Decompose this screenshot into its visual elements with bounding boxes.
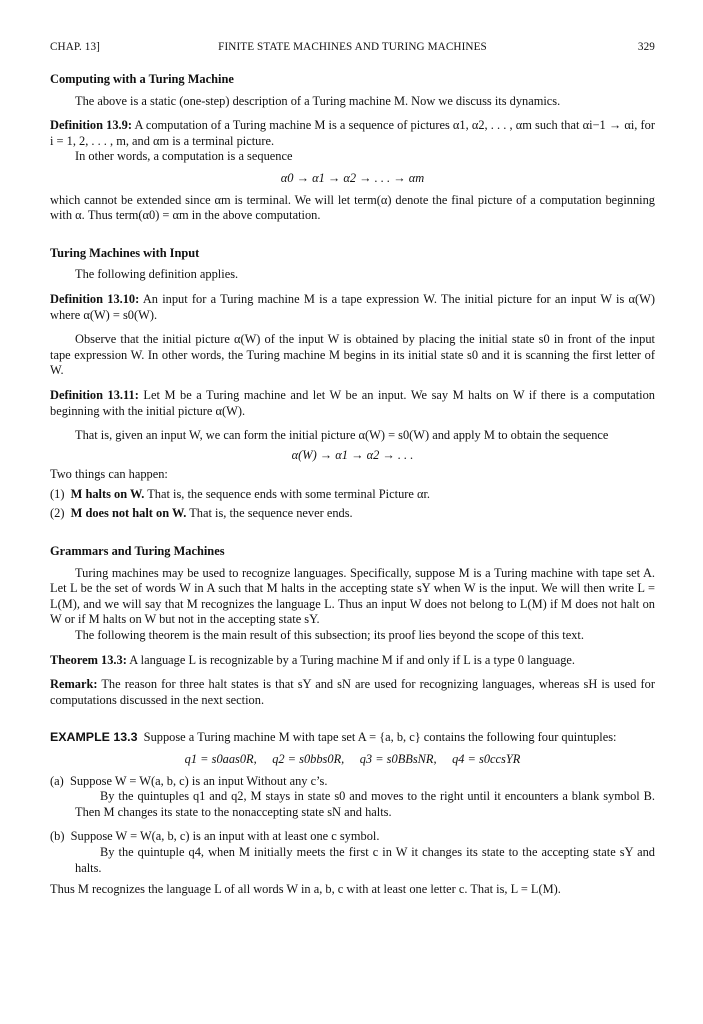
sec2-intro: The following definition applies. xyxy=(75,267,239,282)
theorem-text: A language L is recognizable by a Turing machine M if and only if L is a type 0 language. xyxy=(129,652,576,667)
page xyxy=(50,40,655,898)
list-item xyxy=(50,487,655,503)
item-text: That is, the sequence never ends. xyxy=(189,506,353,521)
header-title: FINITE STATE MACHINES AND TURING MACHINES xyxy=(218,41,487,53)
item-number: (1) xyxy=(50,486,65,501)
definition-label: Definition 13.11: xyxy=(50,387,139,402)
grammars-paragraph: Turing machines may be used to recognize languages. Specifically, suppose M is a Turing machine with tape set A. Let L be the set of words W in A such that M halts in the accepting state sY when W is the input. We will then write L = L(M), and we will say that M recognizes the language L. Thus an input W does not belong to L(M) if M does not halt on W or if M halts on W but not in the accepting state sY. xyxy=(50,565,655,627)
page-number: 329 xyxy=(637,41,655,53)
item-bold: M halts on W. xyxy=(70,486,145,501)
remark-text: The reason for three halt states is that sY and sN are used for recognizing languages, whereas sH is used for computations discussed in the next section. xyxy=(50,677,656,707)
two-things: Two things can happen: xyxy=(50,467,168,482)
sec1-intro: The above is a static (one-step) description of a Turing machine M. Now we discuss its dynamics. xyxy=(75,93,561,108)
item-text: That is, the sequence ends with some terminal Picture αr. xyxy=(147,486,431,501)
remark-label: Remark: xyxy=(50,677,98,692)
theorem-intro: The following theorem is the main result of this subsection; its proof lies beyond the scope of this text. xyxy=(75,628,584,643)
example-conclusion: Thus M recognizes the language L of all words W in a, b, c with at least one letter c. That is, L = L(M). xyxy=(50,882,561,897)
in-other-words: In other words, a computation is a sequence xyxy=(75,149,293,164)
part-a-body: By the quintuples q1 and q2, M stays in state s0 and moves to the right until it encounters a blank symbol B. Then M changes its state to the nonaccepting state sN and halts. xyxy=(75,789,655,819)
part-head: Suppose W = W(a, b, c) is an input Without any c’s. xyxy=(69,773,328,788)
theorem-13-3 xyxy=(50,653,655,669)
part-head: Suppose W = W(a, b, c) is an input with at least one c symbol. xyxy=(70,829,380,844)
heading-computing: Computing with a Turing Machine xyxy=(50,72,234,86)
part-label: (a) xyxy=(50,773,64,788)
definition-13-11 xyxy=(50,388,655,419)
heading-input: Turing Machines with Input xyxy=(50,245,200,260)
example-part-b xyxy=(50,829,655,845)
that-is-paragraph: That is, given an input W, we can form the initial picture α(W) = s0(W) and apply M to obtain the sequence xyxy=(75,428,609,443)
list-item xyxy=(50,506,655,522)
example-part-a xyxy=(50,774,655,790)
example-intro: Suppose a Turing machine M with tape set A = {a, b, c} contains the following four quintuples: xyxy=(143,730,617,745)
sec1-after-equation: which cannot be extended since αm is terminal. We will let term(α) denote the final picture of a computation beginning with α. Thus term(α0) = αm in the above computation. xyxy=(50,192,655,223)
part-b-body: By the quintuple q4, when M initially meets the first c in W it changes its state to the accepting state sY and halts. xyxy=(75,844,655,875)
example-13-3 xyxy=(50,730,655,746)
example-label: EXAMPLE 13.3 xyxy=(50,730,138,745)
part-label: (b) xyxy=(50,829,65,844)
running-header xyxy=(50,40,655,56)
remark xyxy=(50,677,655,708)
heading-grammars: Grammars and Turing Machines xyxy=(50,544,225,559)
input-sequence-equation: α(W) → α1 → α2 → . . . xyxy=(291,447,414,462)
definition-text: An input for a Turing machine M is a tape expression W. The initial picture for an input W is α(W) where α(W) = s0(W). xyxy=(50,291,655,322)
definition-text: A computation of a Turing machine M is a sequence of pictures α1, α2, . . . , αm such that αi−1 → αi, for i = 1, 2, . . . , m, and αm is a terminal picture. xyxy=(50,118,655,148)
theorem-label: Theorem 13.3: xyxy=(50,652,127,667)
quintuples-equation: q1 = s0aas0R, q2 = s0bbs0R, q3 = s0BBsNR, q4 = s0ccsYR xyxy=(184,752,521,766)
observe-paragraph: Observe that the initial picture α(W) of the input W is obtained by placing the initial state s0 in front of the input tape expression W. In other words, the Turing machine M begins in its initial state s0 and it is scanning the first letter of W. xyxy=(50,332,655,378)
definition-text: Let M be a Turing machine and let W be an input. We say M halts on W if there is a computation beginning with the initial picture α(W). xyxy=(50,387,655,418)
item-bold: M does not halt on W. xyxy=(70,506,187,521)
item-number: (2) xyxy=(50,506,65,521)
definition-13-10 xyxy=(50,292,655,323)
computation-equation: α0 → α1 → α2 → . . . → αm xyxy=(280,170,425,185)
definition-label: Definition 13.9: xyxy=(50,118,132,133)
definition-label: Definition 13.10: xyxy=(50,291,140,306)
chapter-label: CHAP. 13] xyxy=(50,41,101,53)
definition-13-9 xyxy=(50,118,655,149)
